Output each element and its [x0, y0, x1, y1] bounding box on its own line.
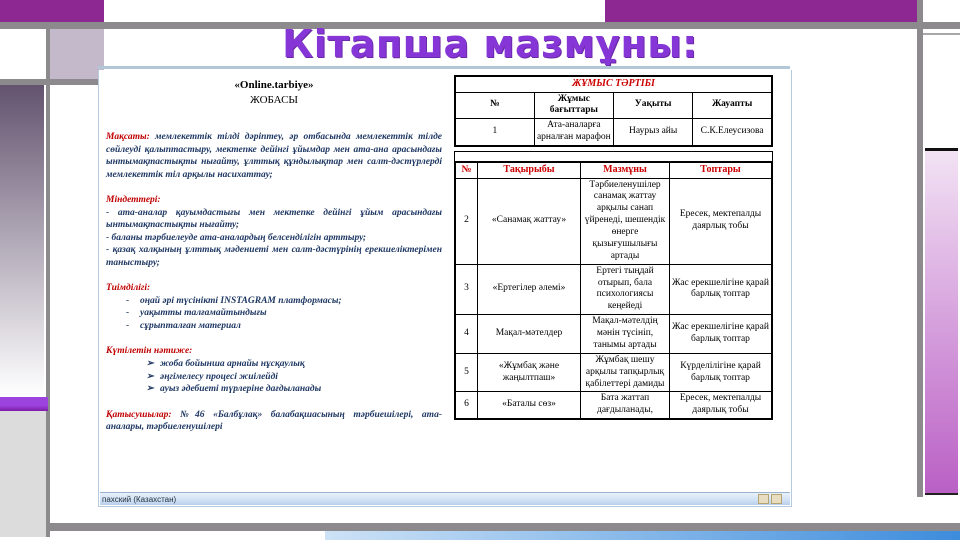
header-cell: Мазмұны — [581, 162, 670, 178]
table-cell: 6 — [455, 392, 478, 419]
header-cell: № — [455, 92, 534, 119]
doc-section-2 — [106, 282, 442, 332]
table-row — [455, 119, 772, 146]
document-panel — [98, 70, 792, 507]
section-label-line — [106, 345, 442, 358]
bottom-gray-bar — [50, 523, 960, 531]
table-cell: Мақал-мәтелдер — [478, 315, 581, 354]
header-row — [455, 92, 772, 119]
list-item-text: - ата-аналар қауымдастығы мен мектепке дейінгі ұйым арасындағы ынтымақтастықты нығайту; — [106, 207, 442, 231]
table-cell: Ата-аналарға арналған марафон — [534, 119, 613, 146]
section-label-line — [106, 194, 442, 207]
doc-section-1 — [106, 194, 442, 269]
section-label: Күтілетін нәтиже: — [106, 346, 193, 357]
list-item — [106, 232, 442, 245]
list-item — [106, 307, 442, 320]
tables-area — [454, 75, 773, 420]
table-cell: Наурыз айы — [614, 119, 693, 146]
table-row — [455, 178, 772, 264]
list-item — [106, 371, 442, 384]
list-item-text: оңай әрі түсінікті INSTAGRAM платформасы; — [140, 295, 342, 306]
list-item-text: сұрыпталған материал — [140, 320, 241, 331]
table-cell: 5 — [455, 353, 478, 392]
list-item — [106, 383, 442, 396]
project-heading — [106, 78, 442, 107]
top-purple-bar-left — [0, 0, 104, 22]
table-cell: С.К.Елеусизова — [693, 119, 772, 146]
table-cell: «Баталы сөз» — [478, 392, 581, 419]
list-marker-icon: - — [126, 295, 130, 306]
section-label: Тиімділігі: — [106, 283, 151, 294]
list-item-text: уақытты талғамайтындығы — [140, 308, 267, 319]
left-mauve-block — [50, 29, 104, 79]
table-cell: «Жұмбақ және жаңылтпаш» — [478, 353, 581, 392]
table-row — [455, 315, 772, 354]
header-cell: № — [455, 162, 478, 178]
view-buttons-icon — [758, 494, 782, 504]
header-row — [455, 162, 772, 178]
table-cell: 2 — [455, 178, 478, 264]
table-row — [455, 392, 772, 419]
left-gradient-bar — [0, 85, 44, 396]
table-cell: Күрделілігіне қарай барлық топтар — [670, 353, 773, 392]
header-cell: Жұмыс бағыттары — [534, 92, 613, 119]
list-item — [106, 320, 442, 333]
topics-table — [454, 161, 773, 420]
doc-section-4 — [106, 409, 442, 434]
bottom-blue-strip — [325, 531, 960, 540]
section-paragraph: Мақсаты: мемлекеттік тілді дәріптеу, әр отбасында мемлекеттік тілде сөйлеуді қалыптастыру, мектепке дейінгі ұйымдар мен ата-ана арасындағы ынтымақтастықты нығайту, ұлттық құндылықтар мен салт-дәстүрлерді мемлекеттік тіл арқылы насихаттау; — [106, 132, 442, 180]
list-item-text: жоба бойынша арнайы нұсқаулық — [160, 359, 305, 369]
list-marker-icon: - — [126, 308, 130, 319]
header-cell: Топтары — [670, 162, 773, 178]
topics-table-host — [454, 161, 773, 420]
table-cell: Жұмбақ шешу арқылы тапқырлық қабілеттері дамиды — [581, 353, 670, 392]
doc-section-0 — [106, 131, 442, 181]
list-item-text: - баланы тәрбиелеуде ата-аналардың белсенділігін арттыру; — [106, 232, 367, 243]
list-item — [106, 295, 442, 308]
status-language-label: пахский (Казахстан) — [102, 494, 177, 504]
caption-row — [455, 76, 772, 92]
doc-section-3 — [106, 345, 442, 395]
list-item — [106, 207, 442, 232]
list-item-text: ауыз әдебиеті түрлеріне дағдыланады — [160, 384, 322, 395]
list-marker-icon: ➢ — [146, 359, 154, 369]
table-cell: Жас ерекшелігіне қарай барлық топтар — [670, 264, 773, 315]
table-cell: Бата жаттап дағдыланады, — [581, 392, 670, 419]
table-cell: «Ертегілер әлемі» — [478, 264, 581, 315]
left-purple-stripe — [0, 397, 48, 411]
table-cell: Ересек, мектепалды даярлық тобы — [670, 178, 773, 264]
top-right-thin-line — [923, 33, 960, 35]
schedule-table-host — [454, 75, 773, 147]
project-text — [106, 78, 442, 447]
table-cell: Ересек, мектепалды даярлық тобы — [670, 392, 773, 419]
table-row — [455, 264, 772, 315]
list-marker-icon: ➢ — [146, 371, 154, 382]
header-cell: Жауапты — [693, 92, 772, 119]
list-item — [106, 358, 442, 371]
table-cell: Мақал-мәтелдің мәнін түсініп, танымы артады — [581, 315, 670, 354]
table-cell: Жас ерекшелігіне қарай барлық топтар — [670, 315, 773, 354]
project-heading-line2: ЖОБАСЫ — [249, 93, 299, 106]
schedule-table — [454, 75, 773, 147]
word-status-bar — [100, 492, 790, 505]
left-vertical-line — [46, 29, 50, 537]
table-cell: Тәрбиеленушілер санамақ жаттау арқылы санап үйренеді, шешендік өнерге қызығушылығы артады — [581, 178, 670, 264]
left-gray-block — [0, 411, 46, 537]
doc-sections — [106, 131, 442, 434]
right-vertical-line — [917, 0, 923, 497]
list-marker-icon: ➢ — [146, 384, 154, 395]
section-paragraph: Қатысушылар: №46 «Балбұлақ» балабақшасының тәрбиешілері, ата-аналары, тәрбиеленушілері — [106, 409, 442, 433]
project-heading-line1: «Online.tarbiye» — [234, 79, 314, 91]
section-label: Мақсаты: — [106, 132, 150, 143]
right-gradient-bar — [925, 148, 958, 495]
table-row — [455, 353, 772, 392]
table-cell: «Санамақ жаттау» — [478, 178, 581, 264]
slide-title: Кітапша мазмұны: — [282, 22, 698, 66]
table-caption: ЖҰМЫС ТӘРТІБІ — [455, 76, 772, 92]
table-spacer-row — [454, 151, 773, 161]
list-item — [106, 244, 442, 269]
table-cell: Ертегі тыңдай отырып, бала психологиясы кеңейеді — [581, 264, 670, 315]
section-label: Міндеттері: — [106, 195, 161, 206]
list-marker-icon: - — [126, 320, 130, 331]
list-item-text: әңгімелесу процесі жиілейді — [160, 371, 278, 382]
section-label: Қатысушылар: — [106, 409, 172, 420]
table-cell: 4 — [455, 315, 478, 354]
header-cell: Уақыты — [614, 92, 693, 119]
title-underline — [98, 66, 790, 69]
table-cell: 3 — [455, 264, 478, 315]
section-label-line — [106, 282, 442, 295]
top-purple-bar-right — [605, 0, 917, 22]
header-cell: Тақырыбы — [478, 162, 581, 178]
table-cell: 1 — [455, 119, 534, 146]
list-item-text: - қазақ халқының ұлттық мәдениеті мен салт-дәстүрінің ерекшеліктерімен таныстыру; — [106, 245, 442, 268]
